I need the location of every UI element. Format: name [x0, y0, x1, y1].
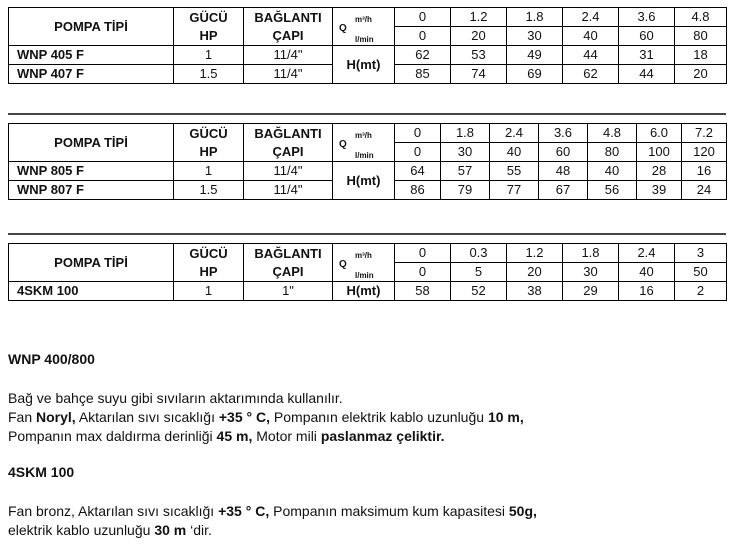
head-value: 31: [619, 46, 675, 65]
flow-m3h-cell: 0: [395, 124, 441, 143]
hp-value: 1.5: [174, 181, 244, 200]
connection-value: 11/4": [244, 65, 333, 84]
head-value: 57: [441, 162, 490, 181]
flow-m3h-cell: 7.2: [682, 124, 727, 143]
head-value: 24: [682, 181, 727, 200]
flow-lmin-cell: 30: [441, 143, 490, 162]
description-line: Pompanın max daldırma derinliği 45 m, Motor mili paslanmaz çeliktir.: [8, 428, 445, 444]
model-name: WNP 807 F: [9, 181, 174, 200]
pump-type-header: POMPA TİPİ: [9, 244, 174, 282]
head-value: 77: [490, 181, 539, 200]
flow-m3h-cell: 0.3: [451, 244, 507, 263]
flow-m3h-cell: 4.8: [588, 124, 637, 143]
head-value: 38: [507, 282, 563, 301]
flow-lmin-cell: 80: [675, 27, 727, 46]
pump-table-wnp-800: [8, 123, 727, 200]
flow-lmin-cell: 0: [395, 143, 441, 162]
flow-lmin-cell: 80: [588, 143, 637, 162]
flow-m3h-cell: 2.4: [563, 8, 619, 27]
flow-m3h-cell: 3.6: [539, 124, 588, 143]
flow-m3h-cell: 0: [395, 244, 451, 263]
head-value: 18: [675, 46, 727, 65]
flow-lmin-cell: 20: [507, 263, 563, 282]
head-value: 49: [507, 46, 563, 65]
flow-lmin-cell: 20: [451, 27, 507, 46]
head-value: 2: [675, 282, 727, 301]
head-value: 29: [563, 282, 619, 301]
head-value: 79: [441, 181, 490, 200]
flow-m3h-cell: 6.0: [637, 124, 682, 143]
model-name: 4SKM 100: [9, 282, 174, 301]
description-line: Fan bronz, Aktarılan sıvı sıcaklığı +35 ° C, Pompanın maksimum kum kapasitesi 50g,: [8, 503, 537, 519]
head-label: H(mt): [333, 162, 395, 200]
head-value: 40: [588, 162, 637, 181]
divider: [8, 113, 726, 115]
flow-m3h-cell: 1.8: [563, 244, 619, 263]
head-value: 74: [451, 65, 507, 84]
head-value: 20: [675, 65, 727, 84]
description-line: elektrik kablo uzunluğu 30 m ‘dir.: [8, 522, 212, 538]
flow-header: Q m³/h l/min: [333, 124, 395, 162]
divider: [8, 233, 726, 235]
connection-header: BAĞLANTI ÇAPI: [244, 244, 333, 282]
head-value: 39: [637, 181, 682, 200]
connection-value: 11/4": [244, 46, 333, 65]
pump-type-header: POMPA TİPİ: [9, 8, 174, 46]
description-line: Bağ ve bahçe suyu gibi sıvıların aktarımında kullanılır.: [8, 390, 343, 406]
flow-lmin-cell: 60: [619, 27, 675, 46]
flow-lmin-cell: 50: [675, 263, 727, 282]
flow-m3h-cell: 1.2: [451, 8, 507, 27]
connection-value: 11/4": [244, 181, 333, 200]
pump-type-header: POMPA TİPİ: [9, 124, 174, 162]
connection-value: 1": [244, 282, 333, 301]
flow-lmin-cell: 5: [451, 263, 507, 282]
head-value: 52: [451, 282, 507, 301]
flow-m3h-cell: 0: [395, 8, 451, 27]
power-header: GÜCÜ HP: [174, 8, 244, 46]
power-header: GÜCÜ HP: [174, 124, 244, 162]
head-value: 62: [395, 46, 451, 65]
flow-header: Q m³/h l/min: [333, 244, 395, 282]
power-header: GÜCÜ HP: [174, 244, 244, 282]
flow-lmin-cell: 40: [619, 263, 675, 282]
flow-m3h-cell: 3: [675, 244, 727, 263]
hp-value: 1.5: [174, 65, 244, 84]
hp-value: 1: [174, 162, 244, 181]
head-value: 28: [637, 162, 682, 181]
head-value: 16: [682, 162, 727, 181]
head-value: 62: [563, 65, 619, 84]
flow-lmin-cell: 40: [490, 143, 539, 162]
head-label: H(mt): [333, 282, 395, 301]
pump-table-4skm: [8, 243, 727, 301]
head-value: 86: [395, 181, 441, 200]
flow-m3h-cell: 1.8: [507, 8, 563, 27]
flow-lmin-cell: 60: [539, 143, 588, 162]
connection-value: 11/4": [244, 162, 333, 181]
model-name: WNP 407 F: [9, 65, 174, 84]
head-value: 16: [619, 282, 675, 301]
connection-header: BAĞLANTI ÇAPI: [244, 124, 333, 162]
pump-table-wnp-400: [8, 7, 727, 84]
head-value: 69: [507, 65, 563, 84]
flow-m3h-cell: 1.8: [441, 124, 490, 143]
flow-lmin-cell: 0: [395, 27, 451, 46]
flow-m3h-cell: 3.6: [619, 8, 675, 27]
head-value: 44: [619, 65, 675, 84]
flow-m3h-cell: 4.8: [675, 8, 727, 27]
flow-lmin-cell: 0: [395, 263, 451, 282]
flow-header: Q m³/h l/min: [333, 8, 395, 46]
hp-value: 1: [174, 46, 244, 65]
flow-lmin-cell: 120: [682, 143, 727, 162]
section-heading-4skm: 4SKM 100: [8, 464, 75, 480]
head-value: 56: [588, 181, 637, 200]
head-value: 44: [563, 46, 619, 65]
head-value: 58: [395, 282, 451, 301]
model-name: WNP 405 F: [9, 46, 174, 65]
head-value: 48: [539, 162, 588, 181]
flow-m3h-cell: 1.2: [507, 244, 563, 263]
head-value: 64: [395, 162, 441, 181]
flow-lmin-cell: 100: [637, 143, 682, 162]
head-value: 53: [451, 46, 507, 65]
flow-lmin-cell: 30: [563, 263, 619, 282]
head-label: H(mt): [333, 46, 395, 84]
flow-m3h-cell: 2.4: [619, 244, 675, 263]
flow-lmin-cell: 30: [507, 27, 563, 46]
flow-m3h-cell: 2.4: [490, 124, 539, 143]
description-line: Fan Noryl, Aktarılan sıvı sıcaklığı +35 ° C, Pompanın elektrik kablo uzunluğu 10 m,: [8, 409, 524, 425]
connection-header: BAĞLANTI ÇAPI: [244, 8, 333, 46]
hp-value: 1: [174, 282, 244, 301]
section-heading-wnp: WNP 400/800: [8, 351, 95, 367]
flow-lmin-cell: 40: [563, 27, 619, 46]
head-value: 55: [490, 162, 539, 181]
head-value: 67: [539, 181, 588, 200]
head-value: 85: [395, 65, 451, 84]
model-name: WNP 805 F: [9, 162, 174, 181]
